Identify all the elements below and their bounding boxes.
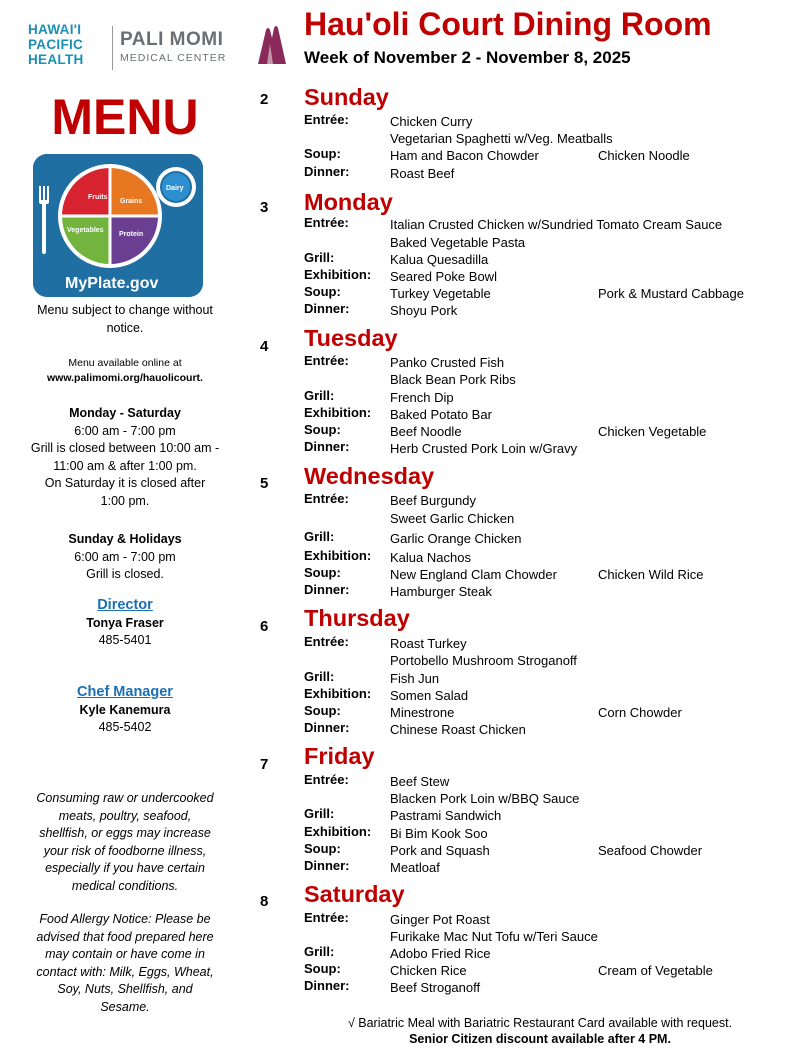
menu-category-label: Exhibition: [304,824,372,839]
menu-item: Beef Noodle [390,424,462,439]
senior-discount-note: Senior Citizen discount available after 4 PM. [409,1032,671,1046]
menu-category-label: Grill: [304,944,335,959]
director-phone: 485-5401 [98,633,152,647]
menu-category-label: Soup: [304,422,341,437]
menu-category-label: Dinner: [304,858,350,873]
hours-line: 6:00 am - 7:00 pm [74,423,176,438]
menu-item: Vegetarian Spaghetti w/Veg. Meatballs [390,131,613,146]
foodborne-warning [15,790,235,895]
day-name: Wednesday [304,463,435,489]
menu-item: Sweet Garlic Chicken [390,511,515,526]
hours-line: 11:00 am & after 1:00 pm. [53,458,197,473]
menu-category-label: Soup: [304,961,341,976]
hours-line: Grill is closed. [86,567,164,581]
menu-category-label: Dinner: [304,582,350,597]
disclaimer-line: notice. [106,320,144,335]
menu-item: Garlic Orange Chicken [390,531,522,546]
menu-category-label: Grill: [304,669,335,684]
menu-category-label: Entrée: [304,634,349,649]
menu-heading: MENU [51,89,199,145]
menu-item: Chicken Rice [390,963,467,978]
myplate-icon [33,154,203,297]
warning-line: meats, poultry, seafood, [58,808,192,823]
warning-line: Consuming raw or undercooked [36,791,214,805]
menu-item: French Dip [390,390,454,405]
pali-momi-mark-icon [254,24,290,66]
menu-item-secondary: Pork & Mustard Cabbage [598,286,744,301]
menu-category-label: Entrée: [304,491,349,506]
allergy-line: Sesame. [100,999,150,1014]
weekday-hours-heading: Monday - Saturday [69,406,181,420]
menu-category-label: Exhibition: [304,267,372,282]
menu-category-label: Exhibition: [304,686,372,701]
menu-item: Kalua Nachos [390,550,471,565]
online-line: Menu available online at [68,357,182,369]
menu-item: Portobello Mushroom Stroganoff [390,653,577,668]
menu-item: Blacken Pork Loin w/BBQ Sauce [390,791,580,806]
grains-label: Grains [120,198,143,205]
day-name: Monday [304,189,393,215]
menu-item: Adobo Fried Rice [390,946,491,961]
menu-category-label: Dinner: [304,978,350,993]
allergy-notice [15,911,235,1016]
protein-label: Protein [119,231,144,238]
menu-item: Panko Crusted Fish [390,355,505,370]
warning-line: shellfish, or eggs may increase [39,826,211,840]
myplate-site-label: MyPlate.gov [65,275,159,292]
menu-item-secondary: Chicken Vegetable [598,424,707,439]
menu-item: Italian Crusted Chicken w/Sundried Tomato Cream Sauce [390,217,723,232]
chef-manager-link[interactable]: Chef Manager [77,684,173,700]
weekday-hours [15,405,235,510]
day-number: 6 [260,618,269,635]
menu-item-secondary: Chicken Noodle [598,148,690,163]
chef-phone: 485-5402 [98,720,152,734]
day-name: Tuesday [304,325,398,351]
menu-item: Herb Crusted Pork Loin w/Gravy [390,441,578,456]
day-number: 4 [260,338,269,355]
allergy-line: contact with: Milk, Eggs, Wheat, [36,964,214,979]
menu-item: Beef Stew [390,774,450,789]
online-url: www.palimomi.org/hauolicourt. [47,372,203,384]
footer-notes [300,1015,780,1047]
day-number: 2 [260,91,269,108]
day-name: Thursday [304,605,410,631]
day-number: 3 [260,199,269,216]
day-number: 8 [260,893,269,910]
fruits-label: Fruits [88,194,108,201]
menu-category-label: Entrée: [304,910,349,925]
menu-category-label: Soup: [304,841,341,856]
menu-item: New England Clam Chowder [390,567,557,582]
menu-item: Black Bean Pork Ribs [390,372,516,387]
menu-category-label: Dinner: [304,301,350,316]
director-link[interactable]: Director [97,597,153,613]
menu-category-label: Grill: [304,388,335,403]
day-number: 7 [260,756,269,773]
chef-name: Kyle Kanemura [79,702,171,717]
allergy-line: may contain or have come in [45,947,205,961]
menu-category-label: Dinner: [304,164,350,179]
medical-center-wordmark: MEDICAL CENTER [120,52,227,64]
menu-item: Roast Turkey [390,636,467,651]
menu-category-label: Grill: [304,806,335,821]
menu-category-label: Exhibition: [304,548,372,563]
menu-category-label: Dinner: [304,439,350,454]
menu-item: Chicken Curry [390,114,473,129]
allergy-line: advised that food prepared here [36,929,214,944]
hours-line: 6:00 am - 7:00 pm [74,549,176,564]
day-name: Friday [304,743,375,769]
menu-category-label: Soup: [304,146,341,161]
menu-item: Fish Jun [390,671,440,686]
menu-item: Pastrami Sandwich [390,808,502,823]
menu-item: Hamburger Steak [390,584,492,599]
menu-item-secondary: Seafood Chowder [598,843,703,858]
menu-item: Turkey Vegetable [390,286,491,301]
menu-category-label: Soup: [304,703,341,718]
holiday-hours-heading: Sunday & Holidays [68,532,182,546]
chef-contact [15,684,235,737]
logo-line-2: PACIFIC [28,37,84,52]
menu-item-secondary: Corn Chowder [598,705,682,720]
online-notice [15,356,235,386]
disclaimer-line: Menu subject to change without [37,303,213,317]
hawaii-pacific-health-logo [28,22,108,67]
allergy-line: Soy, Nuts, Shellfish, and [57,982,193,996]
menu-item: Furikake Mac Nut Tofu w/Teri Sauce [390,929,598,944]
menu-category-label: Dinner: [304,720,350,735]
menu-category-label: Soup: [304,284,341,299]
warning-line: your risk of foodborne illness, [43,843,207,858]
day-name: Sunday [304,84,389,110]
menu-item: Kalua Quesadilla [390,252,489,267]
holiday-hours [15,531,235,584]
menu-item: Pork and Squash [390,843,490,858]
week-range: Week of November 2 - November 8, 2025 [304,48,631,67]
menu-item: Beef Burgundy [390,493,477,508]
menu-category-label: Entrée: [304,772,349,787]
page-title: Hau'oli Court Dining Room [304,6,712,42]
hours-line: Grill is closed between 10:00 am - [30,441,220,455]
logo-divider [112,26,113,70]
menu-item: Chinese Roast Chicken [390,722,526,737]
director-contact [15,597,235,650]
hours-line: On Saturday it is closed after [44,476,206,490]
menu-item: Bi Bim Kook Soo [390,826,488,841]
menu-item-secondary: Cream of Vegetable [598,963,713,978]
day-number: 5 [260,475,269,492]
menu-category-label: Entrée: [304,112,349,127]
day-name: Saturday [304,881,405,907]
menu-item: Minestrone [390,705,455,720]
menu-category-label: Entrée: [304,353,349,368]
menu-item: Ham and Bacon Chowder [390,148,539,163]
menu-category-label: Exhibition: [304,405,372,420]
vegetables-label: Vegetables [67,227,104,234]
myplate-image [33,154,203,297]
disclaimer [15,302,235,337]
menu-item: Baked Potato Bar [390,407,492,422]
menu-item: Shoyu Pork [390,303,458,318]
hours-line: 1:00 pm. [100,493,150,508]
menu-item: Somen Salad [390,688,469,703]
allergy-line: Food Allergy Notice: Please be [39,912,211,926]
menu-item: Beef Stroganoff [390,980,481,995]
menu-item: Baked Vegetable Pasta [390,235,526,250]
menu-item: Ginger Pot Roast [390,912,490,927]
warning-line: medical conditions. [71,878,179,893]
logo-line-1: HAWAI'I [28,22,82,37]
logo-line-3: HEALTH [28,52,84,67]
menu-item: Roast Beef [390,166,455,181]
bariatric-note: √ Bariatric Meal with Bariatric Restaurant Card available with request. [347,1016,733,1030]
menu-item: Meatloaf [390,860,440,875]
menu-category-label: Entrée: [304,215,349,230]
menu-category-label: Grill: [304,250,335,265]
menu-category-label: Grill: [304,529,335,544]
menu-category-label: Soup: [304,565,341,580]
menu-item: Seared Poke Bowl [390,269,497,284]
warning-line: especially if you have certain [45,861,205,875]
director-name: Tonya Fraser [86,615,164,630]
pali-momi-wordmark: PALI MOMI [120,29,224,50]
dairy-label: Dairy [166,185,184,192]
menu-item-secondary: Chicken Wild Rice [598,567,704,582]
